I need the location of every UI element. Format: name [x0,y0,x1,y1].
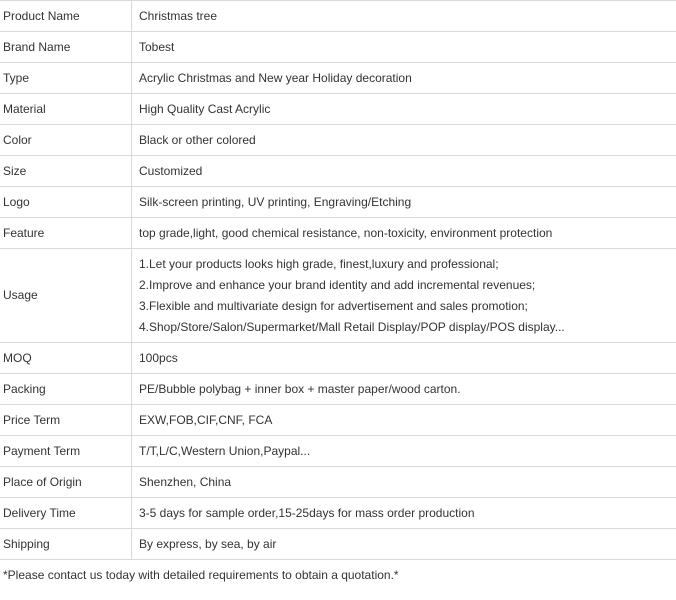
spec-label: Place of Origin [0,467,132,498]
spec-row-usage [0,249,676,343]
spec-value: Christmas tree [132,1,676,32]
spec-row-payment-term [0,436,676,467]
spec-row-moq [0,343,676,374]
spec-row-feature [0,218,676,249]
quotation-note: *Please contact us today with detailed requirements to obtain a quotation.* [3,568,399,582]
spec-label: Color [0,125,132,156]
spec-row-material [0,94,676,125]
usage-line: 3.Flexible and multivariate design for advertisement and sales promotion; [139,298,528,313]
spec-value: Acrylic Christmas and New year Holiday decoration [132,63,676,94]
spec-row-shipping [0,529,676,560]
spec-label: Payment Term [0,436,132,467]
spec-value: T/T,L/C,Western Union,Paypal... [132,436,676,467]
spec-label: Brand Name [0,32,132,63]
spec-label: Logo [0,187,132,218]
spec-row-delivery-time [0,498,676,529]
spec-label: Delivery Time [0,498,132,529]
spec-label: Material [0,94,132,125]
spec-row-brand-name [0,32,676,63]
spec-row-type [0,63,676,94]
usage-line: 2.Improve and enhance your brand identity and add incremental revenues; [139,277,536,292]
spec-row-size [0,156,676,187]
spec-label: Product Name [0,1,132,32]
spec-row-color [0,125,676,156]
spec-row-price-term [0,405,676,436]
spec-row-packing [0,374,676,405]
spec-label: Feature [0,218,132,249]
spec-value: Silk-screen printing, UV printing, Engraving/Etching [132,187,676,218]
spec-value: PE/Bubble polybag + inner box + master paper/wood carton. [132,374,676,405]
spec-value: 100pcs [132,343,676,374]
spec-row-place-of-origin [0,467,676,498]
spec-value: Shenzhen, China [132,467,676,498]
spec-row-logo [0,187,676,218]
spec-value: top grade,light, good chemical resistance, non-toxicity, environment protection [132,218,676,249]
spec-label: Packing [0,374,132,405]
spec-label: Shipping [0,529,132,560]
spec-label: Usage [0,249,132,343]
spec-value: Tobest [132,32,676,63]
spec-row-product-name [0,1,676,32]
spec-label: MOQ [0,343,132,374]
spec-value: Customized [132,156,676,187]
spec-label: Type [0,63,132,94]
spec-value: High Quality Cast Acrylic [132,94,676,125]
spec-value: Black or other colored [132,125,676,156]
spec-label: Size [0,156,132,187]
spec-value: EXW,FOB,CIF,CNF, FCA [132,405,676,436]
spec-label: Price Term [0,405,132,436]
spec-value-usage [132,249,676,343]
usage-line: 4.Shop/Store/Salon/Supermarket/Mall Retail Display/POP display/POS display... [139,319,565,334]
spec-value: 3-5 days for sample order,15-25days for mass order production [132,498,676,529]
spec-value: By express, by sea, by air [132,529,676,560]
usage-line: 1.Let your products looks high grade, finest,luxury and professional; [139,256,499,271]
